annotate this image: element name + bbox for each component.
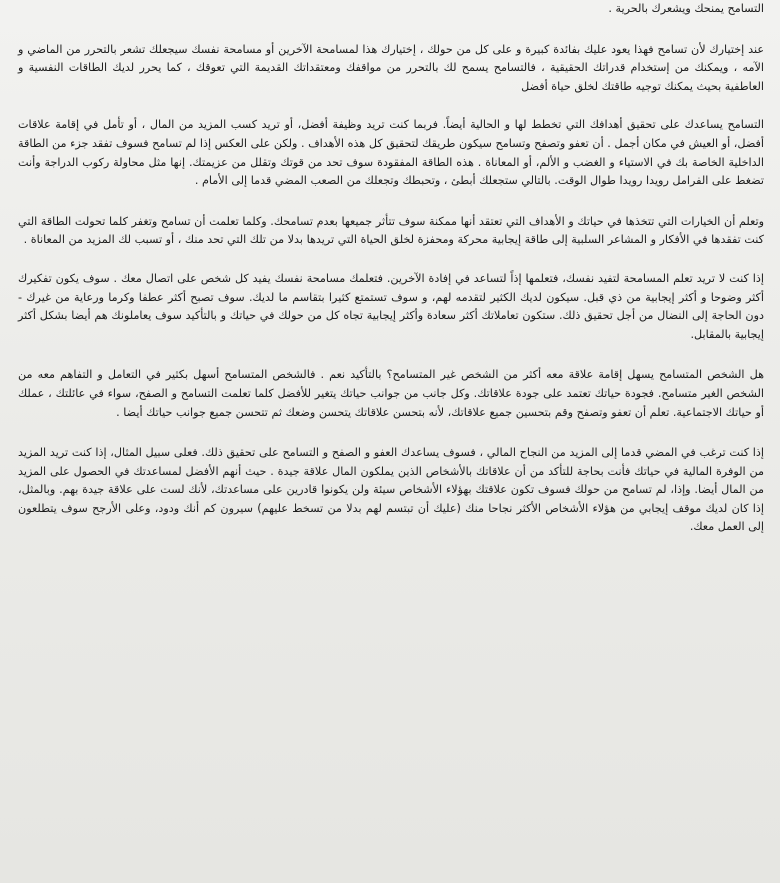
- paragraph-4: إذا كنت لا تريد تعلم المسامحة لتفيد نفسك، فتعلمها إذاً لتساعد في إفادة الآخرين. فتعلمك مسامحة نفسك يفيد كل شخص على اتصال معك . سوف يكون تفكيرك أكثر وضوحا و أكثر إيجابية من ذي قبل. سيكون لديك الكثير لتقدمه لهم، و سوف تستمتع كثيرا بتقاسم ما لديك. سوف تصبح أكثر عطفا وكرما ورعاية من غيرك - دون الحاجة إلى النضال من أجل تحقيق ذلك. ستكون تعاملاتك أكثر سعادة وأكثر إيجابية تجاه كل من حولك في حياتك و بالتأكيد سوف يعاملونك هم أيضا بشكل أكثر إيجابية بالمقابل.: [18, 271, 764, 341]
- paragraph-3: وتعلم أن الخيارات التي تتخذها في حياتك و الأهداف التي تعتقد أنها ممكنة سوف تتأثر جميعها بعدم تسامحك. وكلما تعلمت أن تسامح وتغفر كلما تحولت الطاقة التي كنت تفقدها في الأفكار و المشاعر السلبية إلى طاقة إيجابية محركة ومحفزة لخلق الحياة التي تريدها بدلا من تلك التي تحد منك ، أو تسبب لك المزيد من المعاناة .: [18, 214, 764, 247]
- paragraph-5: هل الشخص المتسامح يسهل إقامة علاقة معه أكثر من الشخص غير المتسامح؟ بالتأكيد نعم . فالشخص المتسامح أسهل بكثير في التعامل و التفاهم معه من الشخص الغير متسامح. فجودة حياتك تعتمد على جودة علاقاتك. وكل جانب من جوانب حياتك يتغير للأفضل كلما تعلمت التسامح و الصفح، سواء في عائلتك ، عملك أو حياتك الاجتماعية. تعلم أن تعفو وتصفح وقم بتحسين جميع علاقاتك، لأنه بتحسن علاقاتك يتحسن وضعك ثم تتحسن جميع جوانب حياتك أيضا .: [18, 368, 764, 419]
- paragraph-6: إذا كنت ترغب في المضي قدما إلى المزيد من النجاح المالي ، فسوف يساعدك العفو و الصفح و التسامح على تحقيق ذلك. فعلى سبيل المثال، إذا كنت تريد المزيد من الوفرة المالية في حياتك فأنت بحاجة للتأكد من أن علاقاتك بالأشخاص الذين يملكون المال علاقة جيدة . حيث أنهم الأفضل لمساعدتك في الحصول على المزيد من المال أيضا. وإذا، لم تسامح من حولك فسوف تكون علاقتك بهؤلاء الأشخاص سيئة ولن يكونوا قادرين على مساعدتك، لأنك لست على علاقة جيدة بهم. وبالمثل، إذا كان لديك موقف إيجابي من هؤلاء الأشخاص الأكثر نجاحا منك (عليك أن تبتسم لهم بدلا من تسخط عليهم) سيرون كم أنك ودود، وعلى الأرجح سوف يتطلعون إلى العمل معك.: [18, 446, 764, 534]
- paragraph-2: التسامح يساعدك على تحقيق أهدافك التي تخطط لها و الحالية أيضاً. فربما كنت تريد وظيفة أفضل، أو تريد كسب المزيد من المال ، أو تأمل في إقامة علاقات أفضل، أو العيش في مكان أجمل . أن تعفو وتصفح وتسامح سيكون طريقك لتحقيق كل هذه الأهداف . ولكن على العكس إذا لم تسامح فسوف تفقد جزء من الطاقة الداخلية الخاصة بك في الاستياء و الغضب و الألم، أو المعاناة . هذه الطاقة المفقودة سوف تحد من قوتك وتقلل من عزيمتك. إنها مثل محاولة ركوب الدراجة وأنت تضغط على الفرامل رويدا رويدا طوال الوقت. بالتالي ستجعلك أبطئ ، وتحبطك وتجعلك من الصعب المضي قدما إلى الأمام .: [18, 118, 764, 188]
- paragraph-heading: التسامح يمنحك ويشعرك بالحرية .: [608, 2, 764, 15]
- paragraph-1: عند إختيارك لأن تسامح فهذا يعود عليك بفائدة كبيرة و على كل من حولك ، إختيارك هذا لمسامحة الآخرين أو مسامحة نفسك سيجعلك تشعر بالتحرر من الماضي و الآمه ، ويمكنك من إستخدام قدراتك الحقيقية ، فالتسامح يسمح لك بالتحرر من مواقفك ومعتقداتك القديمة التي تعوقك ، كما يحرر لديك الطاقات النفسية و العاطفية بحيث يمكنك توجيه طاقتك لخلق حياة أفضل: [18, 42, 764, 93]
- document-body: [18, 0, 764, 883]
